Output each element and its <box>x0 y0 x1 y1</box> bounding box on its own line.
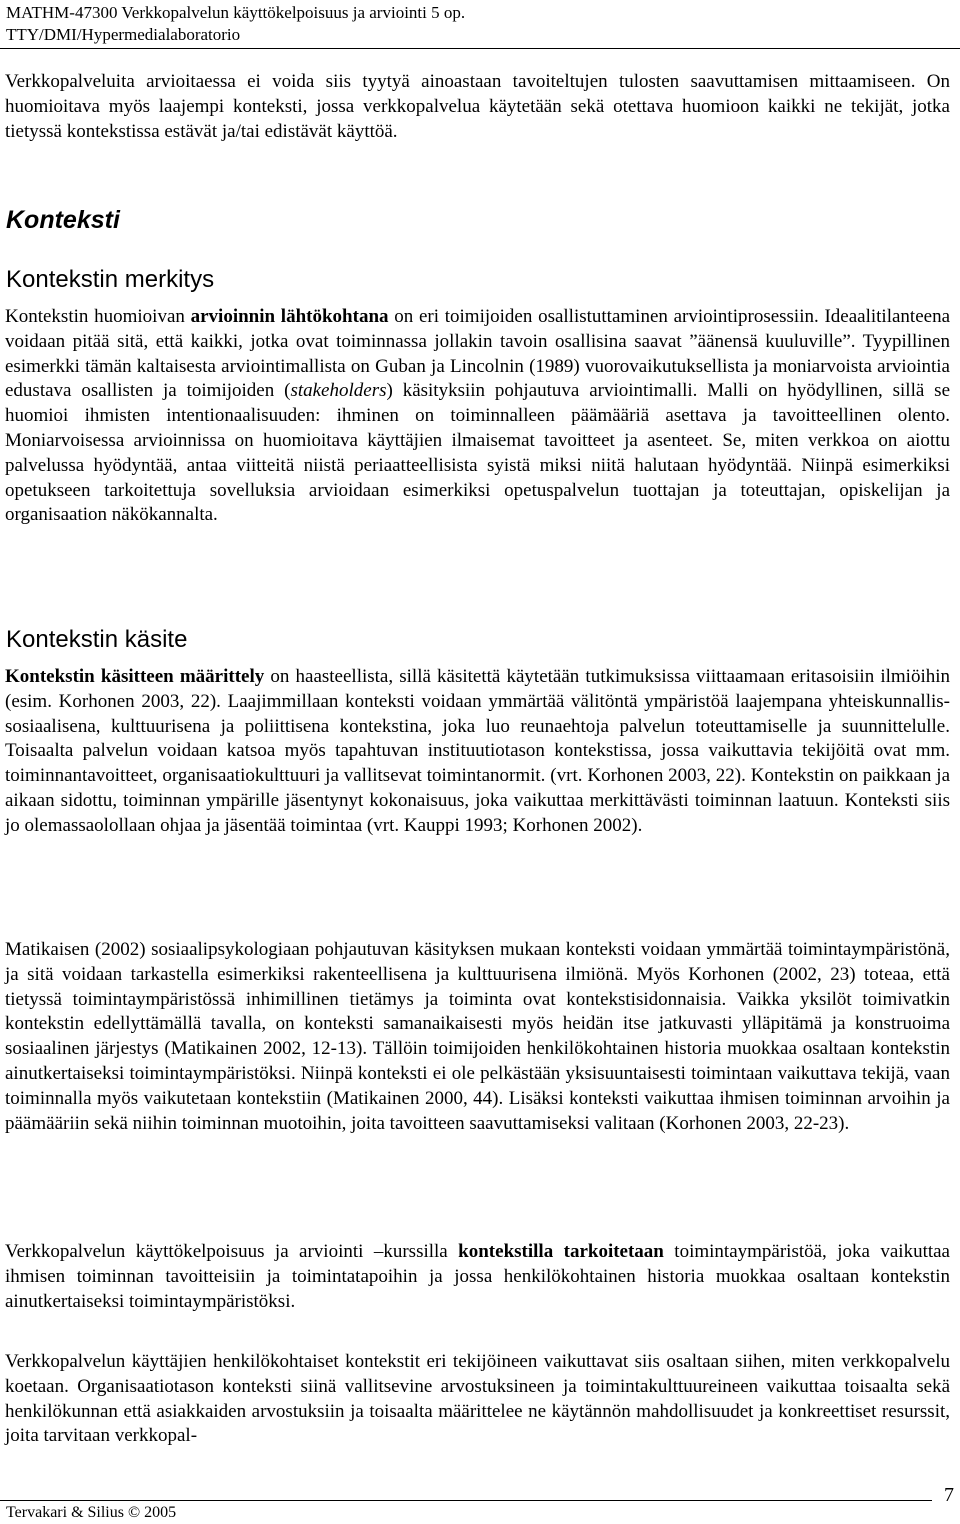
emphasis: Kontekstin käsitteen määrittely <box>5 666 265 687</box>
emphasis-italic: stakeholders <box>290 380 387 402</box>
emphasis: kontekstilla tarkoitetaan <box>458 1241 664 1262</box>
header-course-title: MATHM-47300 Verkkopalvelun käyttökelpoisuus ja arviointi 5 op. <box>6 3 466 22</box>
header-divider <box>0 48 960 49</box>
subsection-heading: Kontekstin käsite <box>6 626 188 653</box>
header-department: TTY/DMI/Hypermedialaboratorio <box>6 25 241 44</box>
footer-copyright: Tervakari & Silius © 2005 <box>6 1504 177 1521</box>
footer-divider <box>0 1500 932 1501</box>
subsection-heading: Kontekstin merkitys <box>6 266 215 293</box>
paragraph: Verkkopalvelun käyttäjien henkilökohtaiset kontekstit eri tekijöineen vaikuttavat siis osaltaan siihen, miten verkkopalvelu koetaan. Organisaatiotason konteksti siinä vallitsevine arvostuksineen ja toimintakulttuureineen vaikuttaa toisaalta sekä henkilökunnan että asiakkaiden arvostuksiin ja toisaalta määrittelee ne käytännön mahdollisuudet ja konkreettiset resurssit, joita tarvitaan verkkopal- <box>5 1351 950 1447</box>
paragraph: Kontekstin huomioivan arvioinnin lähtökohtana on eri toimijoiden osallistuttaminen arviointiprosessiin. Ideaalitilanteena voidaan pitää sitä, että kaikki, jotka ovat toiminnassa jollakin tavoin osallisina saavat ”äänensä kuuluville”. Tyypillinen esimerkki tämän kaltaisesta arviointimallista on Guban ja Lincolnin (1989) vuorovaikutuksellista ja moniarvoista arviointia edustava osallisten ja toimijoiden (stakeholders) käsityksiin pohjautuva arviointimalli. Malli on hyödyllinen, sillä se huomioi ihmisten intentionaalisuuden: ihminen on toiminnalleen päämääriä asettava ja tavoitteellinen olento. Moniarvoisessa arvioinnissa on huomioitava käyttäjien ilmaisemat tavoitteet ja asenteet. Se, miten verkkoa on aiottu palvelussa hyödyntää, antaa viitteitä niistä periaatteellisista syistä miksi niitä halutaan hyödyntää. Niinpä esimerkiksi opetukseen tarkoitettuja sovelluksia arvioidaan esimerkiksi opetuspalvelun tuottajan ja toteuttajan, opiskelijan ja organisaation näkökannalta. <box>5 306 951 526</box>
paragraph: Matikaisen (2002) sosiaalipsykologiaan pohjautuvan käsityksen mukaan konteksti voidaan ymmärtää toimintaympäristönä, ja sitä voidaan tarkastella esimerkiksi rakenteellisena ja kulttuurisena ilmiönä. Myös Korhonen (2002, 23) toteaa, että tietyssä toimintaympäristössä inhimillinen tietämys ja toiminta ovat kontekstisidonnaisia. Vaikka yksilöt toimivatkin kontekstin edellyttämällä tavalla, on konteksti samanaikaisesti myös heidän itse jatkuvasti ylläpitämä ja konstruoima sosiaalinen järjestys (Matikainen 2002, 12-13). Tällöin toimijoiden henkilökohtainen historia muokkaa osaltaan kontekstin ainutkertaiseksi toimintaympäristöksi. Niinpä konteksti ei ole pelkästään yksisuuntaisesti toimintaan vaikuttava tekijä, vaan toiminnalla myös vaikutetaan kontekstiin (Matikainen 2000, 44). Lisäksi konteksti vaikuttaa ihmisen toiminnan arvoihin ja päämääriin sekä niihin toiminnan muotoihin, joita tavoitteen saavuttamiseksi valitaan (Korhonen 2003, 22-23). <box>5 939 950 1134</box>
page-number: 7 <box>944 1484 954 1506</box>
running-header <box>6 2 946 46</box>
intro-paragraph: Verkkopalveluita arvioitaessa ei voida siis tyytyä ainoastaan tavoiteltujen tulosten saavuttamisen mittaamiseen. On huomioitava myös laajempi konteksti, jossa verkkopalvelua käytetään sekä otettava huomioon kaikki ne tekijät, jotka tietyssä kontekstissa estävät ja/tai edistävät käyttöä. <box>5 71 950 142</box>
paragraph: Kontekstin käsitteen määrittely on haasteellista, sillä käsitettä käytetään tutkimuksissa viittaamaan eritasoisiin ilmiöihin (esim. Korhonen 2003, 22). Laajimmillaan konteksti voidaan ymmärtää välitöntä ympäristöä laajempana yhteiskunnallis-sosiaalisena, kulttuurisena ja poliittisena kontekstina, joka luo reunaehtoja palvelun toteuttamiselle ja suunnittelulle. Toisaalta palvelun voidaan katsoa myös tapahtuvan instituutiotason kontekstissa, jossa vaikuttavia tekijöitä ovat mm. toiminnantavoitteet, organisaatiokulttuuri ja vallitsevat toimintanormit. (vrt. Korhonen 2003, 22). Kontekstin on paikkaan ja aikaan sidottu, toiminnan ympärille jäsentynyt kokonaisuus, joka vaikuttaa merkittävästi toiminnan laatuun. Konteksti siis jo olemassaolollaan ohjaa ja jäsentää toimintaa (vrt. Kauppi 1993; Korhonen 2002). <box>5 666 950 836</box>
section-heading: Konteksti <box>6 206 120 234</box>
emphasis: arvioinnin lähtökohtana <box>190 306 389 327</box>
paragraph: Verkkopalvelun käyttökelpoisuus ja arviointi –kurssilla kontekstilla tarkoitetaan toimintaympäristöä, joka vaikuttaa ihmisen toiminnan tavoitteisiin ja toimintatapoihin ja jossa henkilökohtainen historia muokkaa osaltaan kontekstin ainutkertaiseksi toimintaympäristöksi. <box>5 1241 950 1312</box>
